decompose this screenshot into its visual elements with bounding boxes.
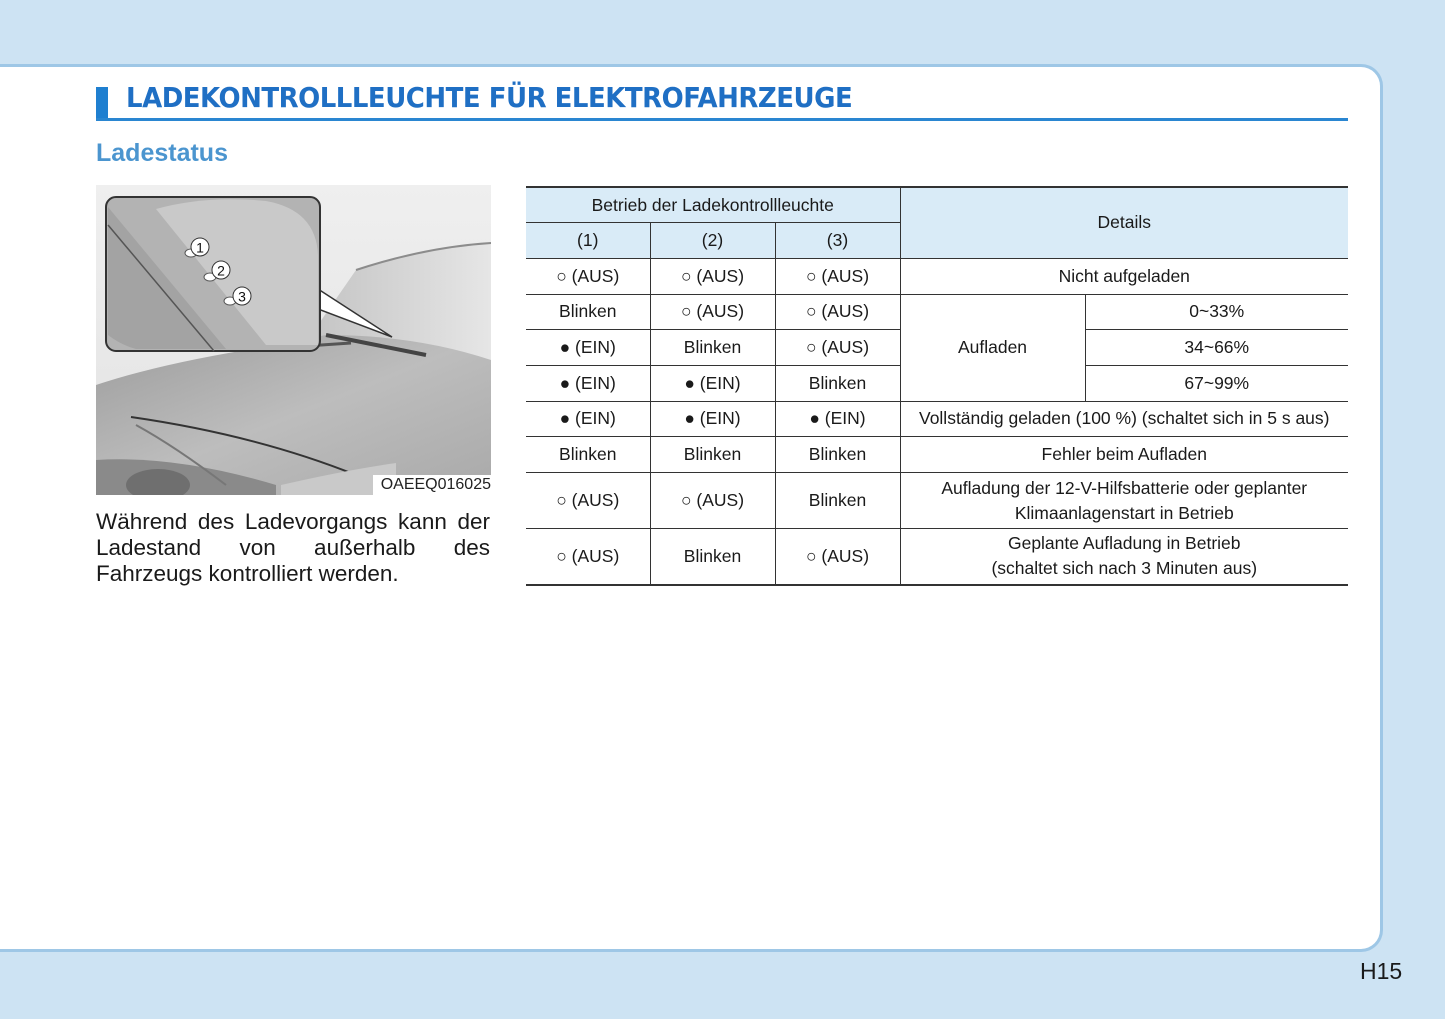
cell-detail	[900, 529, 1348, 585]
cell-lamp-1: Blinken	[526, 294, 650, 330]
cell-lamp-2: Blinken	[650, 529, 775, 585]
car-charging-indicator-figure	[96, 185, 491, 495]
body-text: Während des Ladevorgangs kann der Ladestand von außerhalb des Fahrzeugs kontrolliert werden.	[96, 509, 490, 586]
header-lamp-operation: Betrieb der Ladekontrollleuchte	[526, 187, 900, 223]
cell-detail-group: Aufladen	[900, 294, 1085, 401]
cell-lamp-1: Blinken	[526, 437, 650, 473]
cell-lamp-1: ● (EIN)	[526, 330, 650, 366]
table-row	[526, 529, 1348, 585]
page-number: H15	[1360, 958, 1403, 984]
cell-lamp-2: ○ (AUS)	[650, 294, 775, 330]
table-row	[526, 473, 1348, 529]
cell-lamp-3: Blinken	[775, 437, 900, 473]
svg-text:3: 3	[238, 288, 246, 305]
cell-detail: 34~66%	[1085, 330, 1348, 366]
cell-lamp-2: Blinken	[650, 437, 775, 473]
cell-detail-line-2: Klimaanlagenstart in Betrieb	[1014, 502, 1234, 523]
cell-detail: Vollständig geladen (100 %) (schaltet sich in 5 s aus)	[900, 401, 1348, 437]
figure-code: OAEEQ016025	[373, 475, 491, 495]
cell-lamp-3: ● (EIN)	[775, 401, 900, 437]
cell-lamp-3: ○ (AUS)	[775, 529, 900, 585]
car-illustration	[96, 185, 491, 495]
svg-text:1: 1	[196, 239, 204, 256]
cell-detail: Nicht aufgeladen	[900, 258, 1348, 294]
cell-detail-line-1: Geplante Aufladung in Betrieb	[1007, 533, 1241, 554]
cell-lamp-2: ● (EIN)	[650, 401, 775, 437]
cell-detail: 67~99%	[1085, 365, 1348, 401]
cell-lamp-2: ○ (AUS)	[650, 473, 775, 529]
svg-text:2: 2	[217, 262, 225, 279]
callout-2	[212, 261, 230, 279]
table-row	[526, 401, 1348, 437]
section-title: LADEKONTROLLLEUCHTE FÜR ELEKTROFAHRZEUGE	[126, 83, 853, 115]
cell-lamp-1: ○ (AUS)	[526, 258, 650, 294]
table-row	[526, 294, 1348, 330]
table-row	[526, 437, 1348, 473]
header-col-1: (1)	[526, 223, 650, 259]
cell-detail: 0~33%	[1085, 294, 1348, 330]
cell-lamp-1: ● (EIN)	[526, 401, 650, 437]
header-details: Details	[900, 187, 1348, 258]
cell-lamp-1: ○ (AUS)	[526, 529, 650, 585]
cell-lamp-3: ○ (AUS)	[775, 294, 900, 330]
cell-detail	[900, 473, 1348, 529]
header-col-2: (2)	[650, 223, 775, 259]
section-header	[96, 83, 1348, 121]
cell-lamp-2: Blinken	[650, 330, 775, 366]
charging-status-table	[526, 186, 1348, 586]
cell-lamp-1: ● (EIN)	[526, 365, 650, 401]
callout-3	[233, 287, 251, 305]
cell-detail: Fehler beim Aufladen	[900, 437, 1348, 473]
header-col-3: (3)	[775, 223, 900, 259]
cell-lamp-3: ○ (AUS)	[775, 330, 900, 366]
cell-lamp-1: ○ (AUS)	[526, 473, 650, 529]
cell-lamp-2: ○ (AUS)	[650, 258, 775, 294]
cell-lamp-3: ○ (AUS)	[775, 258, 900, 294]
table-row	[526, 258, 1348, 294]
subheading: Ladestatus	[96, 139, 228, 167]
cell-detail-line-1: Aufladung der 12-V-Hilfsbatterie oder geplanter	[941, 477, 1308, 498]
cell-detail-line-2: (schaltet sich nach 3 Minuten aus)	[991, 558, 1258, 579]
callout-1	[191, 238, 209, 256]
cell-lamp-2: ● (EIN)	[650, 365, 775, 401]
cell-lamp-3: Blinken	[775, 365, 900, 401]
header-accent-bar	[96, 87, 108, 118]
cell-lamp-3: Blinken	[775, 473, 900, 529]
